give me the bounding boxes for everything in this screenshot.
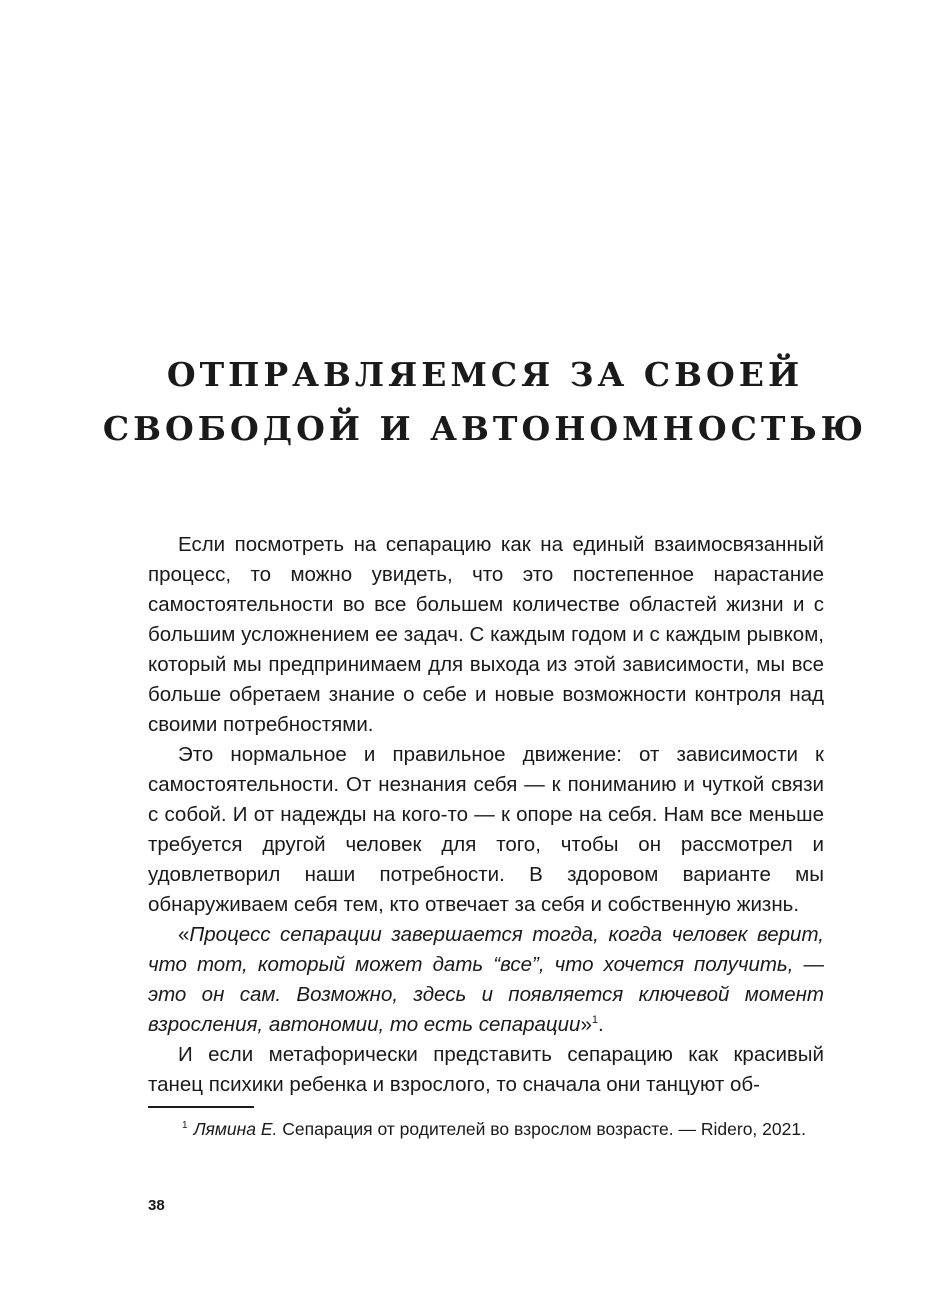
- quote-close-mark: »: [580, 1013, 592, 1036]
- paragraph-3: И если метафорически представить сепарацию как красивый танец психики ребенка и взрослого, то сначала они танцуют об-: [148, 1043, 824, 1096]
- footnote-number: 1: [182, 1120, 188, 1132]
- footnote-author: Лямина Е.: [193, 1119, 278, 1139]
- quote-open-mark: «: [178, 923, 190, 946]
- chapter-title-line-1: ОТПРАВЛЯЕМСЯ ЗА СВОЕЙ: [166, 355, 804, 394]
- footnote-divider: [148, 1106, 254, 1108]
- footnote: [148, 1116, 824, 1142]
- quote-end-punctuation: .: [597, 1013, 604, 1036]
- paragraph-2: Это нормальное и правильное движение: от зависимости к самостоятельности. От незнания себя — к пониманию и чуткой связи с собой. И от надежды на кого-то — к опоре на себя. Нам все меньше требуется другой человек для того, чтобы он рассмотрел и удовлетворил наши потребности. В здоровом варианте мы обнаруживаем себя тем, кто отвечает за себя и собственную жизнь.: [148, 743, 824, 916]
- footnote-reference[interactable]: 1: [591, 1014, 598, 1027]
- chapter-title: [100, 348, 870, 456]
- quote-text: Процесс сепарации завершается тогда, когда человек верит, что тот, который может дать “все”, что хочется получить, — это он сам. Возможно, здесь и появляется ключевой момент взросления, автономии, то есть сепарации: [148, 923, 824, 1036]
- paragraph-1: Если посмотреть на сепарацию как на единый взаимосвязанный процесс, то можно увидеть, что это постепенное нарастание самостоятельности во все большем количестве областей жизни и с большим усложнением ее задач. С каждым годом и с каждым рывком, который мы предпринимаем для выхода из этой зависимости, мы все больше обретаем знание о себе и новые возможности контроля над своими потребностями.: [148, 533, 824, 736]
- chapter-title-line-2: СВОБОДОЙ И АВТОНОМНОСТЬЮ: [102, 409, 868, 448]
- quote-paragraph: [148, 920, 824, 1040]
- page-number: 38: [148, 1197, 165, 1214]
- body-text: [148, 530, 824, 1100]
- footnote-text: Сепарация от родителей во взрослом возрасте. — Ridero, 2021.: [277, 1119, 806, 1139]
